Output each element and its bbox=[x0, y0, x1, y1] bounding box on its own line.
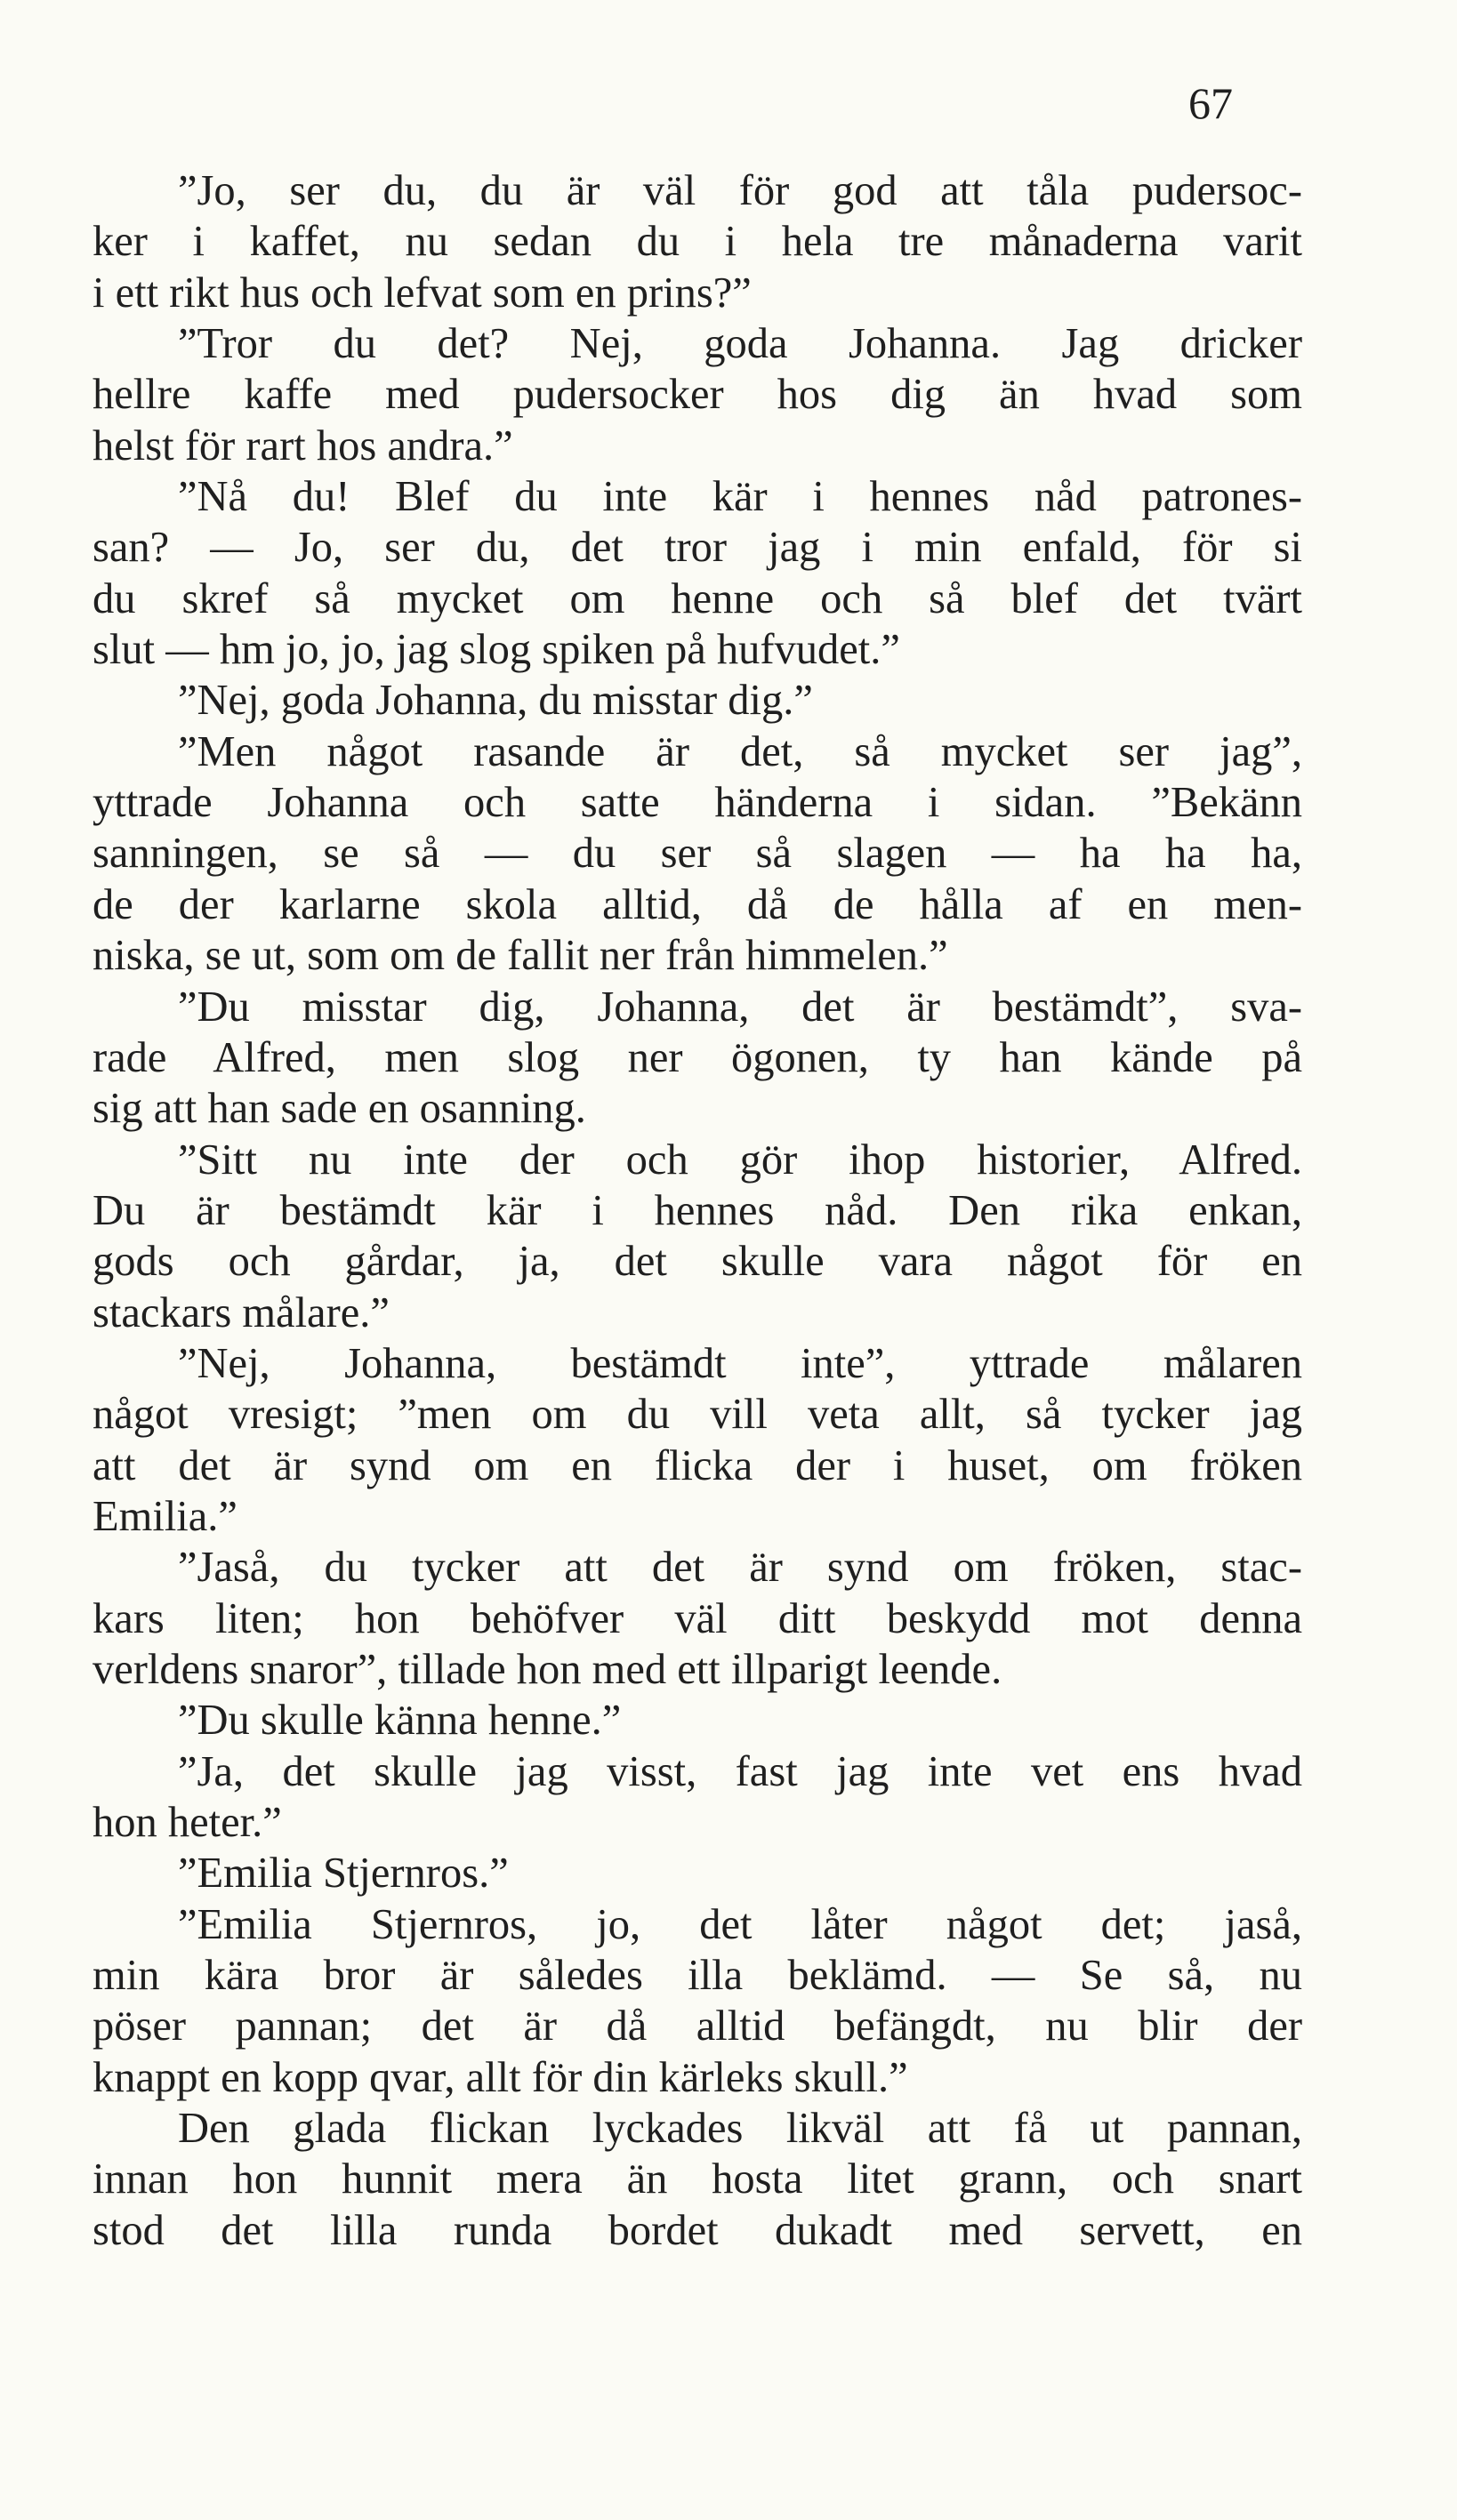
text-line: ”Nej, goda Johanna, du misstar dig.” bbox=[178, 677, 813, 725]
text-line: ”Du misstar dig, Johanna, det är bestämdt”, sva- bbox=[178, 983, 1302, 1031]
text-line: Den glada flickan lyckades likväl att få ut pannan, bbox=[178, 2105, 1302, 2153]
text-line: ker i kaffet, nu sedan du i hela tre månaderna varit bbox=[93, 218, 1302, 266]
text-line: något vresigt; ”men om du vill veta allt, så tycker jag bbox=[93, 1391, 1302, 1439]
text-line: ”Jaså, du tycker att det är synd om fröken, stac- bbox=[178, 1544, 1302, 1592]
text-line: rade Alfred, men slog ner ögonen, ty han kände på bbox=[93, 1033, 1302, 1081]
text-line: de der karlarne skola alltid, då de hålla af en men- bbox=[93, 880, 1302, 928]
text-line: du skref så mycket om henne och så blef det tvärt bbox=[93, 574, 1302, 622]
text-line: yttrade Johanna och satte händerna i sidan. ”Bekänn bbox=[93, 779, 1302, 827]
text-line: sanningen, se så — du ser så slagen — ha ha ha, bbox=[93, 830, 1302, 878]
text-line: gods och gårdar, ja, det skulle vara något för en bbox=[93, 1238, 1302, 1286]
text-line: ”Jo, ser du, du är väl för god att tåla pudersoc- bbox=[178, 167, 1302, 214]
text-line: i ett rikt hus och lefvat som en prins?” bbox=[93, 269, 752, 317]
text-line: ”Tror du det? Nej, goda Johanna. Jag dricker bbox=[178, 320, 1302, 368]
text-line: ”Emilia Stjernros, jo, det låter något det; jaså, bbox=[178, 1900, 1302, 1948]
body-text bbox=[93, 165, 1302, 2256]
text-line: stackars målare.” bbox=[93, 1288, 390, 1336]
text-line: ”Emilia Stjernros.” bbox=[178, 1850, 509, 1898]
text-line: san? — Jo, ser du, det tror jag i min enfald, för si bbox=[93, 524, 1302, 572]
text-line: ”Du skulle känna henne.” bbox=[178, 1697, 622, 1745]
text-line: ”Men något rasande är det, så mycket ser jag”, bbox=[178, 727, 1302, 775]
text-line: helst för rart hos andra.” bbox=[93, 421, 513, 469]
text-line: innan hon hunnit mera än hosta litet grann, och snart bbox=[93, 2155, 1302, 2203]
text-line: ”Nej, Johanna, bestämdt inte”, yttrade målaren bbox=[178, 1339, 1302, 1387]
text-line: hellre kaffe med pudersocker hos dig än hvad som bbox=[93, 371, 1302, 419]
text-line: kars liten; hon behöfver väl ditt beskydd mot denna bbox=[93, 1594, 1302, 1642]
text-line: verldens snaror”, tillade hon med ett illparigt leende. bbox=[93, 1645, 1002, 1693]
text-line: pöser pannan; det är då alltid befängdt, nu blir der bbox=[93, 2002, 1302, 2051]
text-line: ”Ja, det skulle jag visst, fast jag inte vet ens hvad bbox=[178, 1747, 1302, 1795]
text-line: sig att han sade en osanning. bbox=[93, 1085, 586, 1133]
text-line: slut — hm jo, jo, jag slog spiken på hufvudet.” bbox=[93, 626, 900, 674]
text-line: min kära bror är således illa beklämd. — Se så, nu bbox=[93, 1952, 1302, 2000]
text-line: att det är synd om en flicka der i huset, om fröken bbox=[93, 1441, 1302, 1489]
text-line: niska, se ut, som om de fallit ner från himmelen.” bbox=[93, 932, 948, 980]
text-line: knappt en kopp qvar, allt för din kärleks skull.” bbox=[93, 2053, 908, 2101]
text-line: Du är bestämdt kär i hennes nåd. Den rika enkan, bbox=[93, 1186, 1302, 1234]
text-line: ”Sitt nu inte der och gör ihop historier, Alfred. bbox=[178, 1136, 1302, 1184]
text-line: stod det lilla runda bordet dukadt med servett, en bbox=[93, 2206, 1302, 2254]
text-line: ”Nå du! Blef du inte kär i hennes nåd patrones- bbox=[178, 473, 1302, 521]
text-line: hon heter.” bbox=[93, 1799, 282, 1846]
page-number: 67 bbox=[1188, 78, 1233, 128]
text-line: Emilia.” bbox=[93, 1492, 237, 1540]
